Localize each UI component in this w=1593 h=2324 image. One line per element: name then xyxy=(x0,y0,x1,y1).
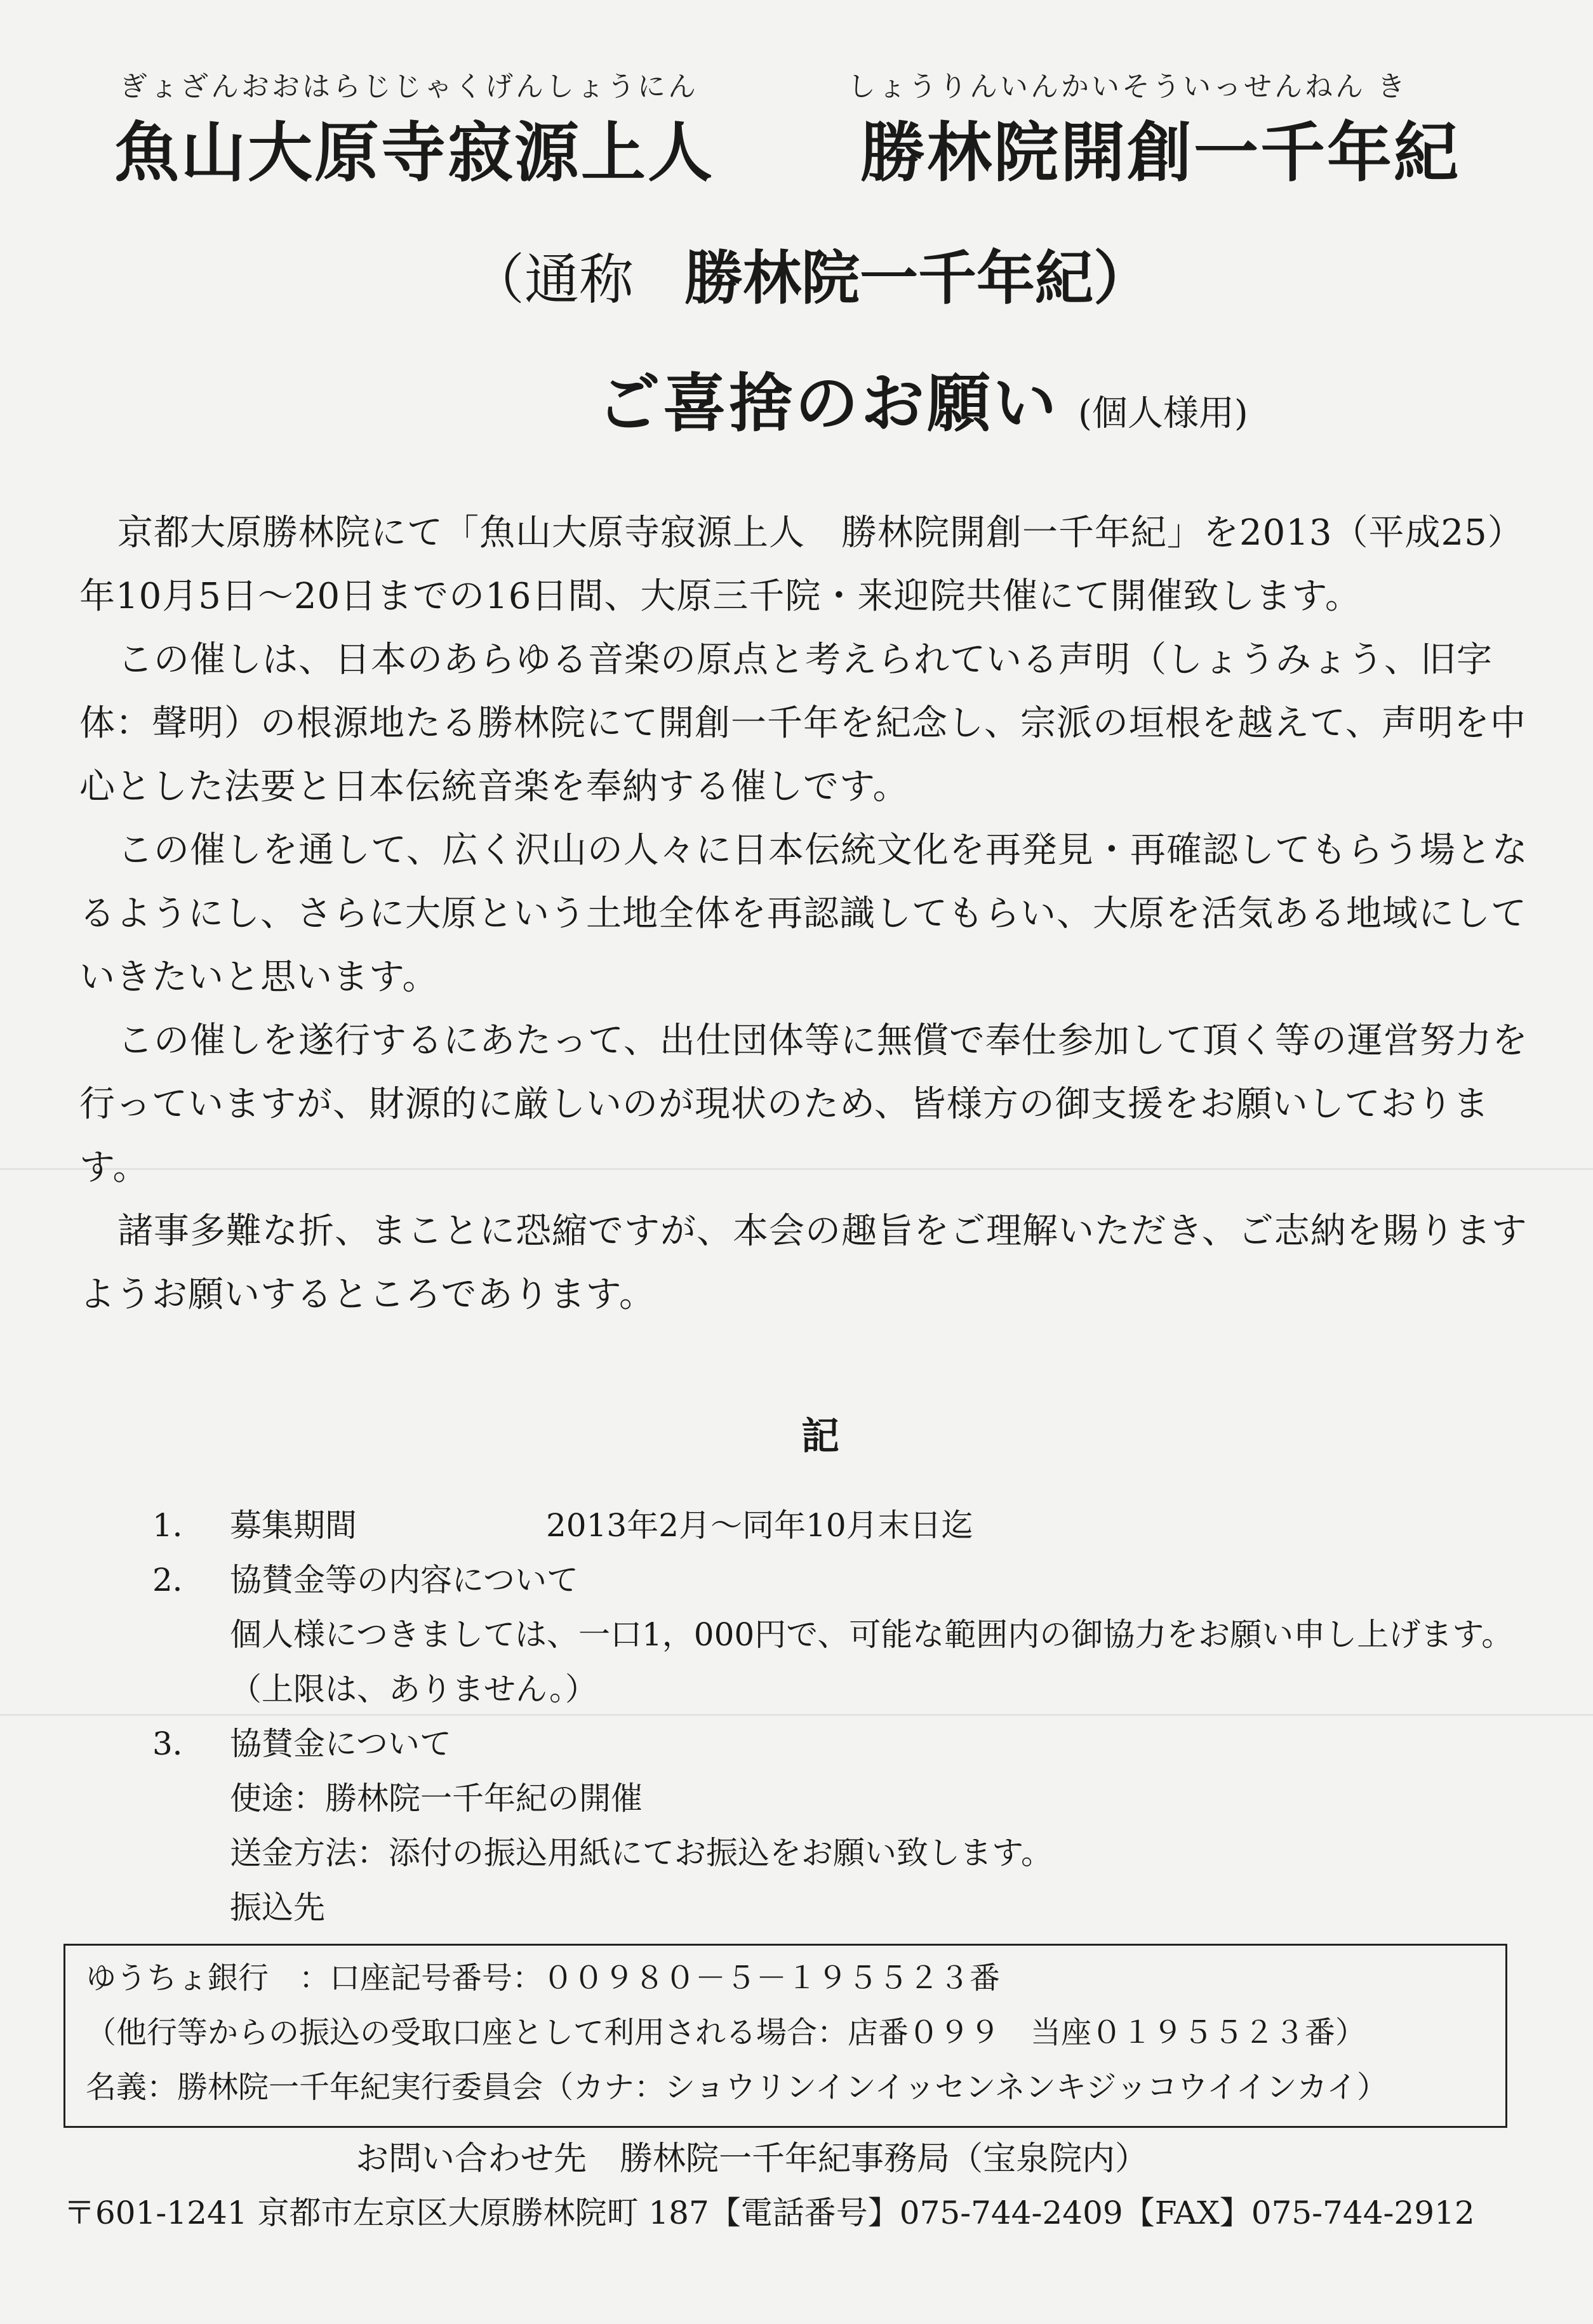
item-detail: 振込先 xyxy=(230,1889,325,1926)
bank-account-line: ゆうちょ銀行 ：口座記号番号：００９８０－５－１９５５２３番 xyxy=(86,1960,1001,1996)
subtitle-prefix: （通称 xyxy=(470,248,634,312)
paragraph-1: 京都大原勝林院にて「魚山大原寺寂源上人 勝林院開創一千年紀」を2013（平成25）年10月5日～20日までの16日間、大原三千院・来迎院共催にて開催致します。 xyxy=(79,512,1524,617)
bank-branch-line: （他行等からの振込の受取口座として利用される場合：店番０９９ 当座０１９５５２３番） xyxy=(86,2015,1366,2050)
title-ruby-right: しょうりんいんかいそういっせんねん き xyxy=(848,70,1408,103)
bank-info-box xyxy=(63,1944,1507,2128)
subtitle-main: 勝林院一千年紀） xyxy=(684,244,1152,312)
request-heading xyxy=(597,352,1248,444)
paragraph-2: この催しは、日本のあらゆる音楽の原点と考えられている声明（しょうみょう、旧字体：聲明）の根源地たる勝林院にて開創一千年を紀念し、宗派の垣根を越えて、声明を中心とした法要と日本伝統音楽を奉納する催しです。 xyxy=(79,639,1526,807)
item-detail: （上限は、ありません。） xyxy=(230,1671,597,1708)
item-detail: 使途：勝林院一千年紀の開催 xyxy=(230,1780,643,1817)
title-ruby-left: ぎょざんおおはらじじゃくげんしょうにん xyxy=(119,70,698,103)
title-right: 勝林院開創一千年紀 xyxy=(860,115,1460,191)
ki-heading: 記 xyxy=(801,1414,839,1459)
title-left: 魚山大原寺寂源上人 xyxy=(114,115,714,191)
request-main: ご喜捨のお願い xyxy=(597,366,1059,441)
item-detail: 送金方法：添付の振込用紙にてお振込をお願い致します。 xyxy=(230,1835,1053,1871)
item-label: 募集期間 xyxy=(230,1507,357,1544)
item-value: 2013年2月～同年10月末日迄 xyxy=(546,1507,973,1544)
paragraph-3: この催しを通して、広く沢山の人々に日本伝統文化を再発見・再確認してもらう場となるようにし、さらに大原という土地全体を再認識してもらい、大原を活気ある地域にしていきたいと思います。 xyxy=(79,830,1528,998)
item-number: 3． xyxy=(152,1725,204,1762)
request-note: (個人様用) xyxy=(1078,393,1248,434)
item-number: 1． xyxy=(152,1507,204,1544)
paragraph-4: この催しを遂行するにあたって、出仕団体等に無償で奉仕参加して頂く等の運営努力を行っていますが、財源的に厳しいのが現状のため、皆様方の御支援をお願いしております。 xyxy=(79,1020,1528,1188)
contact-info: お問い合わせ先 勝林院一千年紀事務局（宝泉院内） xyxy=(356,2140,1149,2178)
item-label: 協賛金等の内容について xyxy=(230,1562,578,1598)
item-detail: 個人様につきましては、一口1，000円で、可能な範囲内の御協力をお願い申し上げます。 xyxy=(230,1616,1514,1653)
body-text xyxy=(79,501,1540,1327)
bank-holder-line: 名義：勝林院一千年紀実行委員会（カナ：ショウリンインイッセンネンキジッコウイインカイ） xyxy=(86,2069,1388,2105)
subtitle xyxy=(470,232,1152,315)
item-number: 2． xyxy=(152,1562,204,1598)
address-info: 〒601-1241 京都市左京区大原勝林院町 187【電話番号】075-744-2409【FAX】075-744-2912 xyxy=(63,2195,1475,2231)
item-label: 協賛金について xyxy=(230,1725,451,1762)
paragraph-5: 諸事多難な折、まことに恐縮ですが、本会の趣旨をご理解いただき、ご志納を賜りますようお願いするところであります。 xyxy=(79,1211,1528,1315)
